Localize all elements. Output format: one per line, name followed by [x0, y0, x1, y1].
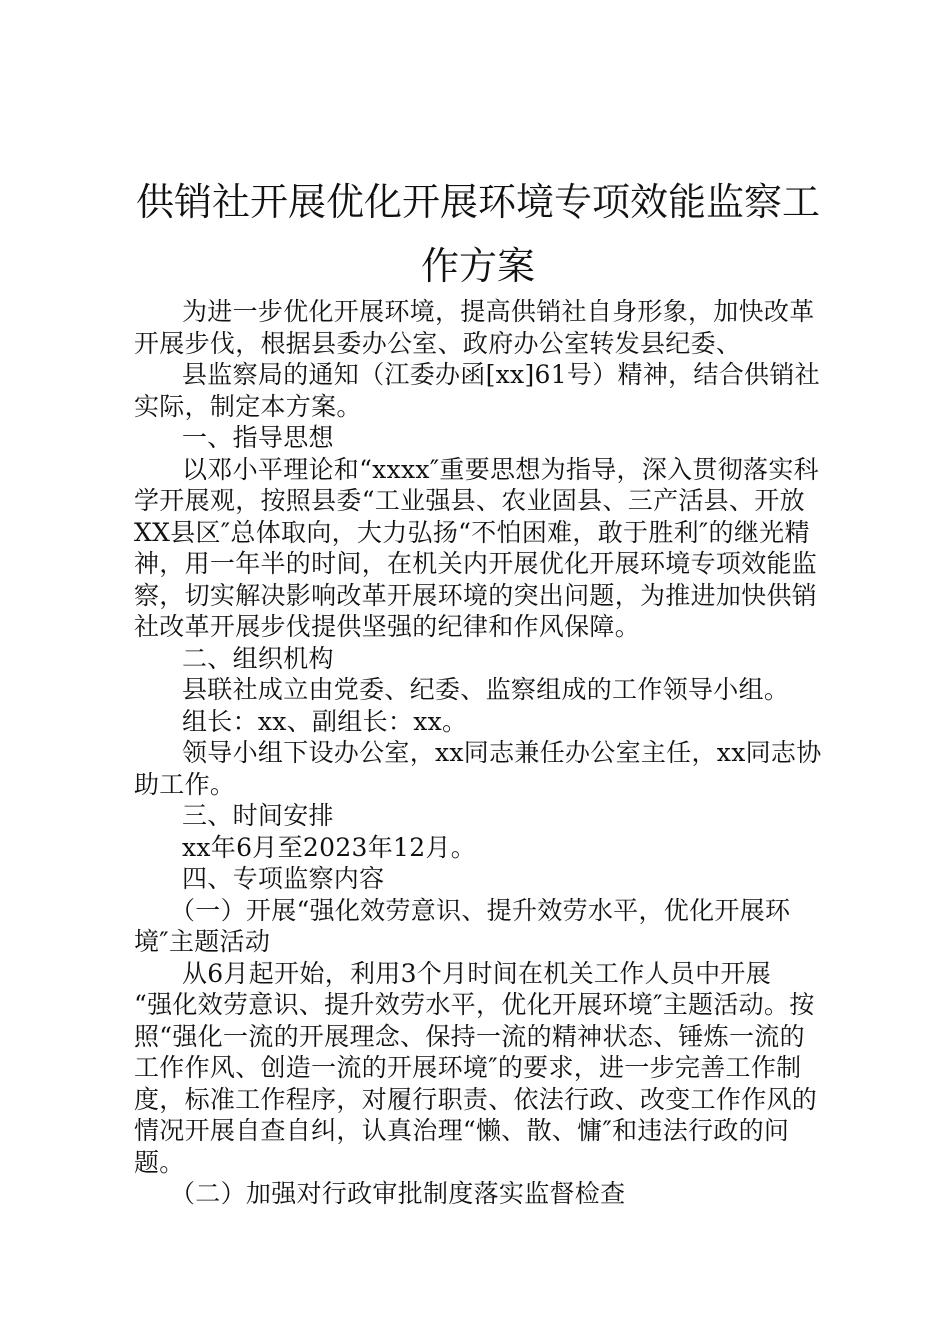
- section-heading-content: 四、专项监察内容: [182, 864, 385, 893]
- section-heading-guiding-ideology: 一、指导思想: [182, 423, 334, 452]
- paragraph-intro-1: 为进一步优化开展环境，提高供销社自身形象，加快改革开展步伐，根据县委办公室、政府办公室转发县纪委、: [134, 297, 815, 358]
- paragraph-organization-3: 领导小组下设办公室，xx同志兼任办公室主任，xx同志协助工作。: [134, 738, 822, 799]
- paragraph-schedule: xx年6月至2023年12月。: [182, 832, 477, 862]
- document-body: [134, 296, 824, 1210]
- paragraph-content-1b: “强化效劳意识、提升效劳水平，优化开展环境″主题活动。按照“强化一流的开展理念、保持一流的精神状态、锤炼一流的工作作风、创造一流的开展环境″的要求，进一步完善工作制度，标准工作程序，对履行职责、依法行政、改变工作作风的情况开展自查自纠，认真治理“懒、散、慵″和违法行政的问题。: [134, 990, 818, 1177]
- paragraph-organization-1: 县联社成立由党委、纪委、监察组成的工作领导小组。: [182, 675, 790, 704]
- section-heading-schedule: 三、时间安排: [182, 801, 334, 830]
- subsection-heading-1: （一）开展“强化效劳意识、提升效劳水平，优化开展环境″主题活动: [134, 895, 791, 956]
- paragraph-organization-2: 组长：xx、副组长：xx。: [182, 706, 468, 736]
- paragraph-guiding-ideology: 以邓小平理论和“xxxx″重要思想为指导，深入贯彻落实科学开展观，按照县委“工业强县、农业固县、三产活县、开放XX县区″总体取向，大力弘扬“不怕困难，敢于胜利″的继光精神，用一年半的时间，在机关内开展优化开展环境专项效能监察，切实解决影响改革开展环境的突出问题，为推进加快供销社改革开展步伐提供坚强的纪律和作风保障。: [134, 454, 819, 641]
- section-heading-organization: 二、组织机构: [182, 643, 334, 673]
- paragraph-intro-2: 县监察局的通知（江委办函[xx]61号）精神，结合供销社实际，制定本方案。: [134, 360, 820, 421]
- paragraph-content-1a: 从6月起开始，利用3个月时间在机关工作人员中开展: [182, 958, 772, 988]
- document-title: 供销社开展优化开展环境专项效能监察工作方案: [135, 180, 820, 288]
- subsection-heading-2: （二）加强对行政审批制度落实监督检查: [170, 1179, 626, 1208]
